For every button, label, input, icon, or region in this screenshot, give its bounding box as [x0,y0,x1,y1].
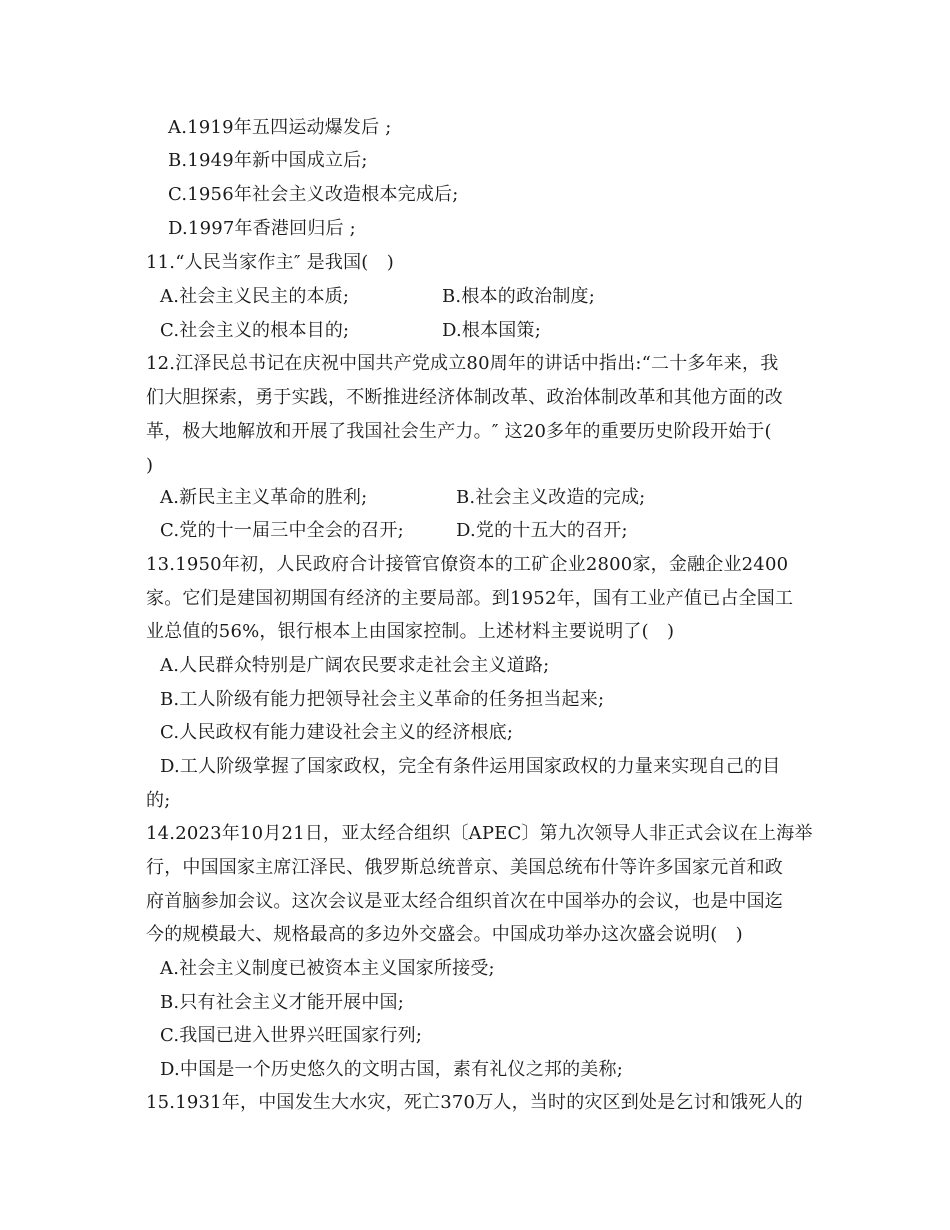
q11-option-b: B.根本的政治制度; [442,286,596,307]
q13-stem-line-2: 家。它们是建国初期国有经济的主要局部。到1952年，国有工业产值已占全国工 [146,588,794,609]
q13-stem-line-3: 业总值的56%，银行根本上由国家控制。上述材料主要说明了( ) [146,621,675,642]
q14-stem-line-1: 14.2023年10月21日，亚太经合组织〔APEC〕第九次领导人非正式会议在上海举 [146,823,813,844]
q12-stem-line-2: 们大胆探索，勇于实践，不断推进经济体制改革、政治体制改革和其他方面的改 [146,387,783,408]
q14-option-c: C.我国已进入世界兴旺国家行列; [160,1025,423,1046]
q13-option-d-continuation: 的; [146,790,171,811]
q12-option-b: B.社会主义改造的完成; [456,487,646,508]
q10-option-a: A.1919年五四运动爆发后 ; [168,117,392,138]
q14-stem-line-4: 今的规模最大、规格最高的多边外交盛会。中国成功举办这次盛会说明( ) [146,924,743,945]
q13-option-c: C.人民政权有能力建设社会主义的经济根底; [160,722,514,743]
q12-option-d: D.党的十五大的召开; [456,520,628,541]
q14-option-b: B.只有社会主义才能开展中国; [160,992,405,1013]
q10-option-d: D.1997年香港回归后 ; [168,218,356,239]
q12-stem-line-4: ) [146,455,154,476]
q12-option-c: C.党的十一届三中全会的召开; [160,520,404,541]
q13-option-d: D.工人阶级掌握了国家政权，完全有条件运用国家政权的力量来实现自己的目 [160,756,781,777]
q14-option-d: D.中国是一个历史悠久的文明古国，素有礼仪之邦的美称; [160,1059,623,1080]
q14-stem-line-2: 行，中国国家主席江泽民、俄罗斯总统普京、美国总统布什等许多国家元首和政 [146,857,783,878]
q12-stem-line-1: 12.江泽民总书记在庆祝中国共产党成立80周年的讲话中指出:“二十多年来，我 [146,353,779,374]
q12-option-a: A.新民主主义革命的胜利; [160,487,368,508]
q12-stem-line-3: 革，极大地解放和开展了我国社会生产力。″ 这20多年的重要历史阶段开始于( [146,421,772,442]
q10-option-c: C.1956年社会主义改造根本完成后; [168,184,459,205]
q11-stem: 11.“人民当家作主″ 是我国( ) [146,252,394,273]
q13-option-b: B.工人阶级有能力把领导社会主义革命的任务担当起来; [160,689,605,710]
q14-stem-line-3: 府首脑参加会议。这次会议是亚太经合组织首次在中国举办的会议，也是中国迄 [146,891,783,912]
q14-option-a: A.社会主义制度已被资本主义国家所接受; [160,958,495,979]
q15-stem-line-1: 15.1931年，中国发生大水灾，死亡370万人，当时的灾区到处是乞讨和饿死人的 [146,1092,803,1113]
q11-option-d: D.根本国策; [442,320,541,341]
q11-option-a: A.社会主义民主的本质; [160,286,350,307]
q10-option-b: B.1949年新中国成立后; [168,150,368,171]
q11-option-c: C.社会主义的根本目的; [160,320,350,341]
q13-stem-line-1: 13.1950年初，人民政府合计接管官僚资本的工矿企业2800家，金融企业2400 [146,554,789,575]
q13-option-a: A.人民群众特别是广阔农民要求走社会主义道路; [160,655,550,676]
